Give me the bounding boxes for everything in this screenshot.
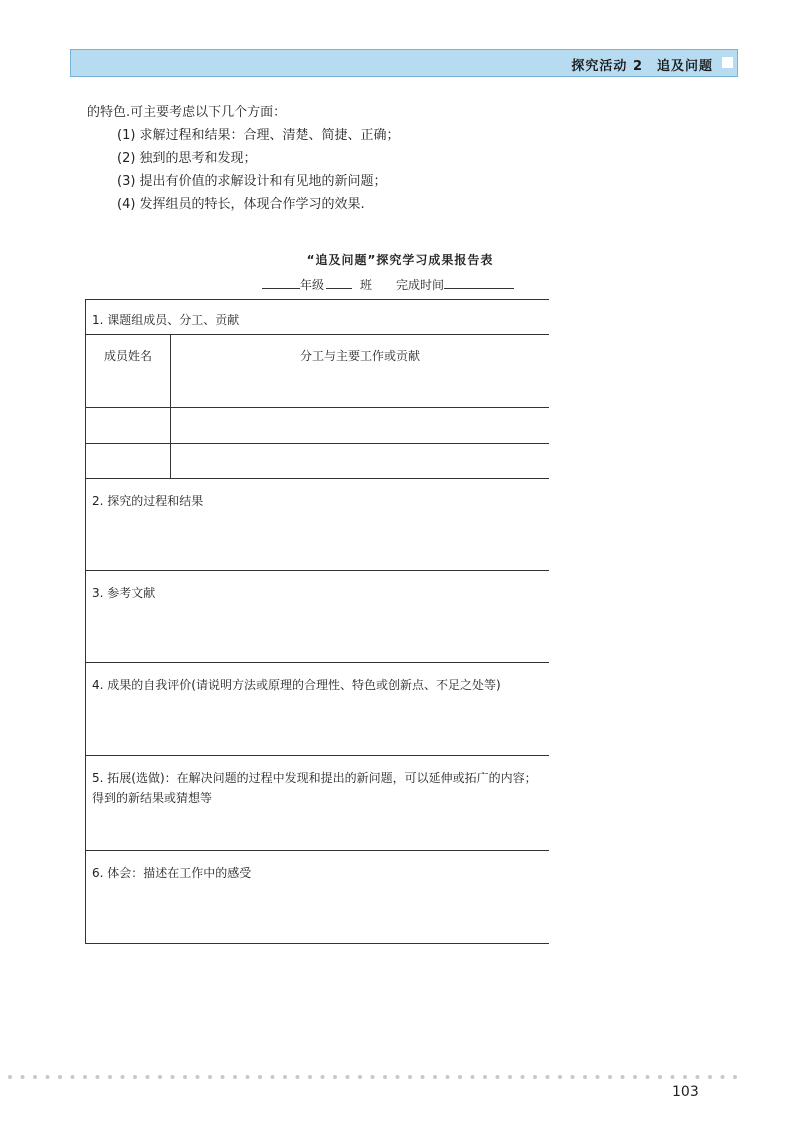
chapter-header-bar <box>70 49 738 77</box>
footer-dot <box>358 1075 362 1079</box>
footer-dot <box>333 1075 337 1079</box>
intro-item: (1) 求解过程和结果：合理、清楚、简捷、正确； <box>117 128 400 143</box>
intro-paragraph <box>87 101 400 216</box>
footer-dot <box>171 1075 175 1079</box>
footer-dot <box>83 1075 87 1079</box>
report-form-meta <box>262 276 514 293</box>
grade-label: 年级 <box>300 278 325 292</box>
section5-row <box>86 756 550 851</box>
footer-dot <box>321 1075 325 1079</box>
footer-dot <box>683 1075 687 1079</box>
member-row <box>86 408 550 444</box>
class-blank <box>326 276 352 289</box>
footer-dot <box>58 1075 62 1079</box>
footer-dot <box>608 1075 612 1079</box>
intro-item: (4) 发挥组员的特长，体现合作学习的效果. <box>117 197 365 212</box>
section4-row <box>86 663 550 756</box>
footer-dot <box>283 1075 287 1079</box>
chapter-title: 探究活动 2 追及问题 <box>571 59 713 74</box>
member-name-cell[interactable] <box>86 444 171 479</box>
footer-dot <box>133 1075 137 1079</box>
footer-dot <box>108 1075 112 1079</box>
section3-title: 3. 参考文献 <box>92 586 156 600</box>
footer-dot <box>121 1075 125 1079</box>
time-blank <box>444 276 514 289</box>
page-number: 103 <box>672 1084 699 1100</box>
section6-title: 6. 体会：描述在工作中的感受 <box>92 866 252 880</box>
footer-dot <box>708 1075 712 1079</box>
footer-dot <box>183 1075 187 1079</box>
section4-title: 4. 成果的自我评价(请说明方法或原理的合理性、特色或创新点、不足之处等) <box>92 678 501 692</box>
footer-dot <box>233 1075 237 1079</box>
footer-dot <box>371 1075 375 1079</box>
footer-dot <box>8 1075 12 1079</box>
header-square-decoration <box>722 57 733 68</box>
footer-dot <box>433 1075 437 1079</box>
time-label: 完成时间 <box>396 278 445 292</box>
footer-dot <box>571 1075 575 1079</box>
member-row <box>86 444 550 479</box>
footer-dot <box>421 1075 425 1079</box>
footer-dot <box>646 1075 650 1079</box>
footer-dot <box>158 1075 162 1079</box>
footer-dot <box>671 1075 675 1079</box>
member-work-header: 分工与主要工作或贡献 <box>299 349 420 363</box>
footer-dot <box>196 1075 200 1079</box>
footer-dot <box>408 1075 412 1079</box>
footer-dot <box>71 1075 75 1079</box>
footer-dot <box>296 1075 300 1079</box>
footer-dot <box>633 1075 637 1079</box>
section1-title-row <box>86 300 550 335</box>
section6-row <box>86 851 550 944</box>
member-name-header: 成员姓名 <box>103 349 152 363</box>
footer-dot <box>258 1075 262 1079</box>
footer-dot <box>21 1075 25 1079</box>
footer-dot <box>696 1075 700 1079</box>
footer-dot <box>733 1075 737 1079</box>
intro-lead: 的特色.可主要考虑以下几个方面： <box>87 105 287 120</box>
member-work-cell[interactable] <box>170 444 549 479</box>
report-form-title: “追及问题”探究学习成果报告表 <box>306 253 494 267</box>
footer-dot <box>546 1075 550 1079</box>
footer-dot <box>221 1075 225 1079</box>
footer-dot <box>621 1075 625 1079</box>
section1-title: 1. 课题组成员、分工、贡献 <box>92 313 240 327</box>
member-name-cell[interactable] <box>86 408 171 444</box>
footer-dot <box>208 1075 212 1079</box>
footer-dot <box>521 1075 525 1079</box>
footer-dot <box>46 1075 50 1079</box>
report-table <box>85 299 549 944</box>
section2-title: 2. 探究的过程和结果 <box>92 494 204 508</box>
footer-dot <box>146 1075 150 1079</box>
intro-item: (2) 独到的思考和发现； <box>117 151 257 166</box>
footer-dot <box>658 1075 662 1079</box>
footer-dot <box>308 1075 312 1079</box>
member-work-cell[interactable] <box>170 408 549 444</box>
footer-dot <box>471 1075 475 1079</box>
footer-dot <box>446 1075 450 1079</box>
footer-dot <box>33 1075 37 1079</box>
footer-dot <box>271 1075 275 1079</box>
footer-dot <box>396 1075 400 1079</box>
footer-dot <box>96 1075 100 1079</box>
section5-title: 5. 拓展(选做)：在解决问题的过程中发现和提出的新问题，可以延伸或拓广的内容；得到的新结果或猜想等 <box>92 771 537 805</box>
footer-dot <box>596 1075 600 1079</box>
footer-dot <box>558 1075 562 1079</box>
intro-item: (3) 提出有价值的求解设计和有见地的新问题； <box>117 174 387 189</box>
grade-blank <box>262 276 300 289</box>
section2-row <box>86 479 550 571</box>
footer-dot <box>383 1075 387 1079</box>
footer-dot <box>583 1075 587 1079</box>
footer-dot <box>721 1075 725 1079</box>
section3-row <box>86 571 550 663</box>
footer-dot <box>246 1075 250 1079</box>
footer-dot <box>533 1075 537 1079</box>
footer-dot <box>496 1075 500 1079</box>
footer-dot <box>483 1075 487 1079</box>
footer-dot <box>508 1075 512 1079</box>
footer-dot <box>458 1075 462 1079</box>
member-header-row <box>86 335 550 408</box>
class-label: 班 <box>360 278 373 292</box>
footer-dot <box>346 1075 350 1079</box>
